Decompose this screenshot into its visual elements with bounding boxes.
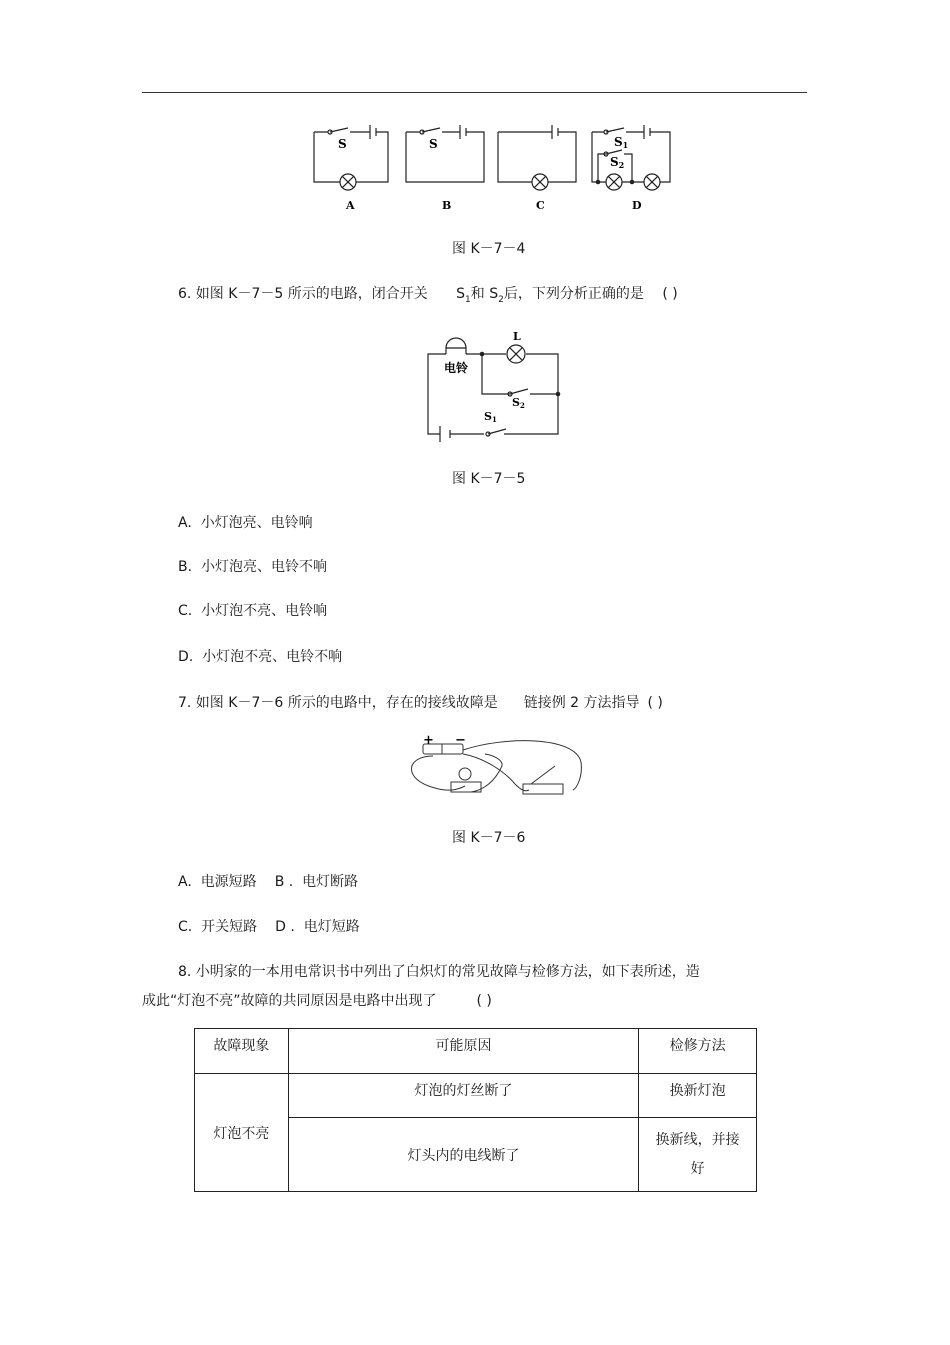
switch-label: S2	[512, 396, 525, 410]
bulb-icon	[459, 768, 471, 780]
table-header: 检修方法	[639, 1029, 757, 1074]
switch-label: S	[429, 137, 438, 151]
minus-sign: −	[455, 733, 466, 748]
table-header: 故障现象	[195, 1029, 289, 1074]
answer-blank: ( )	[476, 993, 492, 1009]
figure-k-7-4	[300, 118, 680, 218]
fault-table	[194, 1028, 757, 1192]
lamp-label: L	[513, 330, 521, 343]
question-7-stem: 7. 如图 K－7－6 所示的电路中，存在的接线故障是 链接例 2 方法指导 ( )	[178, 695, 663, 711]
bell-label: 电铃	[444, 361, 469, 375]
option: C. 小灯泡不亮、电铃响	[178, 603, 328, 619]
switch-label: S	[338, 137, 347, 151]
table-cell-fix: 换新线，并接 好	[639, 1118, 757, 1192]
figure-caption: 图 K－7－6	[452, 830, 526, 846]
table-header: 可能原因	[288, 1029, 638, 1074]
link-note: 链接例 2 方法指导	[523, 695, 640, 711]
switch-label: S1	[614, 135, 629, 150]
figure-k-7-6	[405, 732, 585, 804]
table-row	[195, 1074, 757, 1118]
option: B. 小灯泡亮、电铃不响	[178, 559, 327, 575]
plus-sign: +	[423, 733, 434, 748]
header-rule	[142, 92, 807, 93]
table-header-row	[195, 1029, 757, 1074]
circuit-b	[406, 125, 484, 182]
option-letter: D	[632, 199, 642, 212]
option-letter: C	[536, 199, 545, 212]
table-cell-cause: 灯头内的电线断了	[288, 1118, 638, 1192]
question-8-line2: 成此“灯泡不亮”故障的共同原因是电路中出现了 ( )	[142, 993, 492, 1009]
question-8-line1: 8. 小明家的一本用电常识书中列出了白炽灯的常见故障与检修方法，如下表所述，造	[178, 964, 700, 980]
circuit-a	[314, 125, 388, 190]
switch-base-icon	[523, 784, 563, 794]
option: A. 小灯泡亮、电铃响	[178, 515, 313, 531]
switch-label: S2	[610, 155, 625, 170]
question-6-stem: 6. 如图 K－7－5 所示的电路，闭合开关 $S_1$和 $S_2$后，下列分析正确的是 ( )	[178, 286, 678, 305]
option-letter: B	[442, 199, 452, 212]
figure-caption: 图 K－7－4	[452, 241, 526, 257]
table-cell-fix: 换新灯泡	[639, 1074, 757, 1118]
table-cell-symptom: 灯泡不亮	[195, 1074, 289, 1192]
answer-blank: ( )	[662, 286, 678, 302]
switch-label: S1	[484, 410, 497, 424]
option-letter: A	[346, 199, 355, 212]
table-cell-cause: 灯泡的灯丝断了	[288, 1074, 638, 1118]
options-row: C. 开关短路 D . 电灯短路	[178, 919, 360, 935]
options-row: A. 电源短路 B . 电灯断路	[178, 874, 359, 890]
answer-blank: ( )	[647, 695, 663, 711]
option: D. 小灯泡不亮、电铃不响	[178, 649, 343, 665]
circuit-c	[498, 125, 576, 190]
figure-k-7-5	[418, 326, 568, 444]
figure-caption: 图 K－7－5	[452, 471, 526, 487]
